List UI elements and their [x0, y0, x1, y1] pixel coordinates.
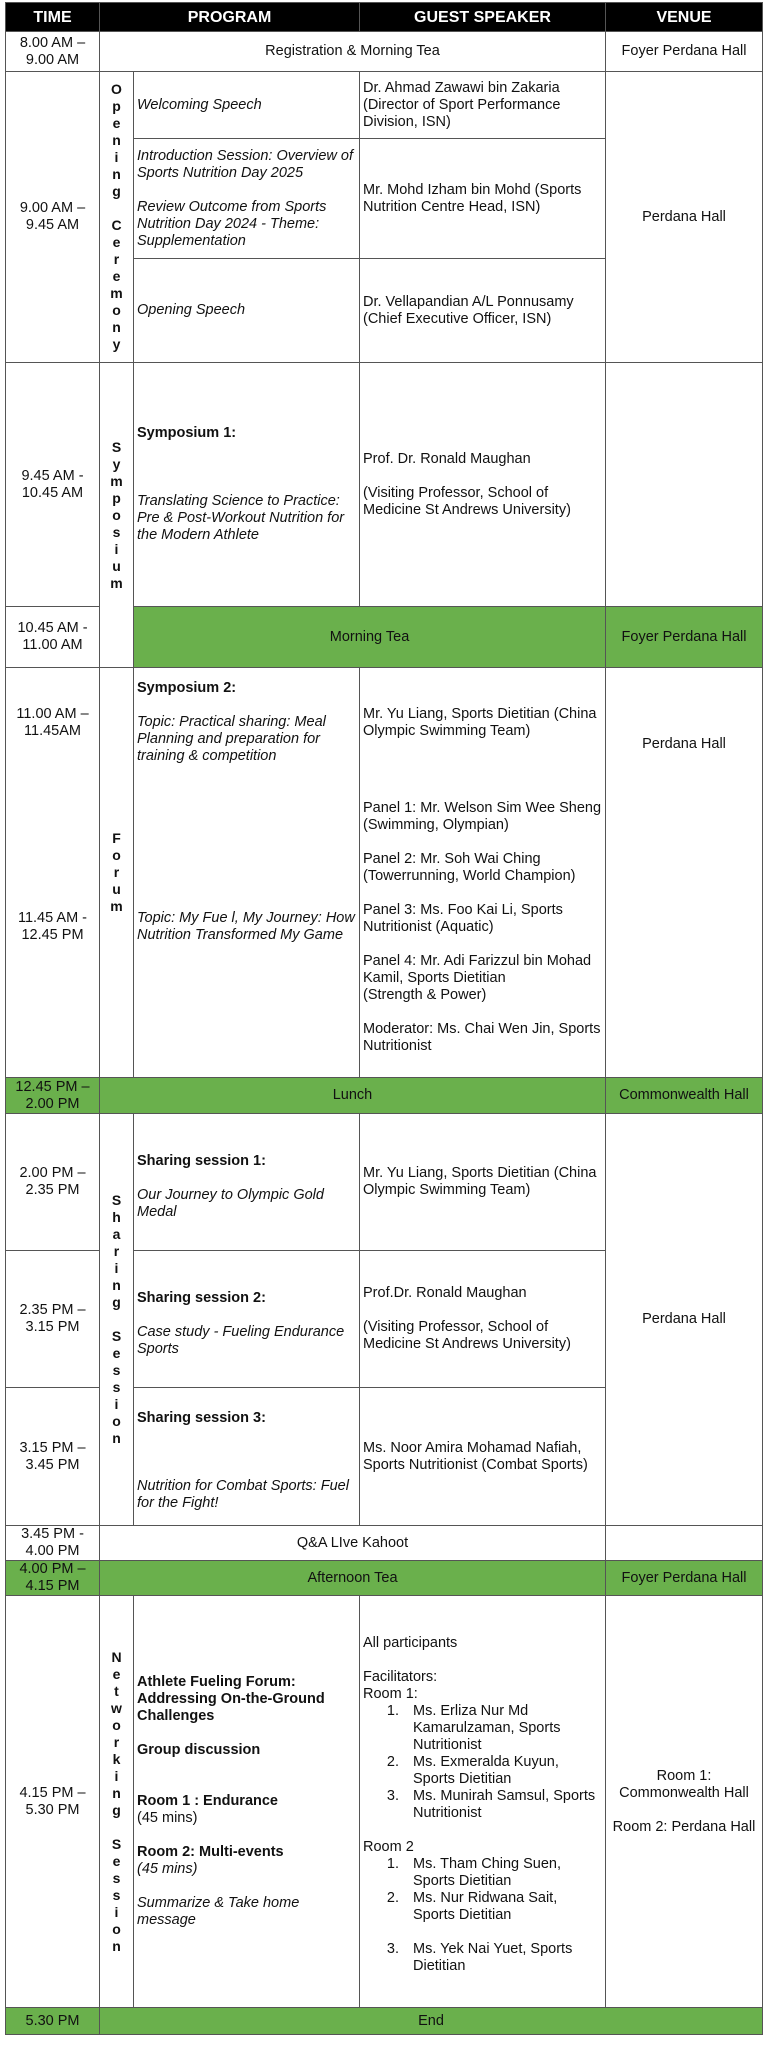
networking-title: Athlete Fueling Forum: Addressing On-the-Ground Challenges — [137, 1674, 325, 1724]
room-2-facilitator: 2. Ms. Nur Ridwana Sait, Sports Dietitian — [403, 1890, 602, 1924]
panel-3: Panel 3: Ms. Foo Kai Li, Sports Nutritionist (Aquatic) — [363, 901, 563, 935]
qa-row — [6, 1526, 763, 1561]
networking-time: 4.15 PM – 5.30 PM — [6, 1596, 100, 2008]
sharing-3-cell — [134, 1388, 360, 1526]
registration-program: Registration & Morning Tea — [100, 32, 606, 72]
forum-panel-cell — [360, 778, 606, 1078]
welcome-speaker: Dr. Ahmad Zawawi bin Zakaria (Director of Sport Performance Division, ISN) — [360, 72, 606, 139]
networking-facilitators-cell — [360, 1596, 606, 2008]
forum-venue-lower — [606, 778, 763, 1078]
qa-program: Q&A LIve Kahoot — [100, 1526, 606, 1561]
review-outcome: Review Outcome from Sports Nutrition Day 2024 - Theme: Supplementation — [137, 198, 327, 249]
sharing-2-speaker-name: Prof.Dr. Ronald Maughan — [363, 1285, 527, 1301]
room-1-label: Room 1: — [363, 1685, 418, 1702]
moderator: Moderator: Ms. Chai Wen Jin, Sports Nutritionist — [363, 1020, 601, 1054]
registration-row — [6, 32, 763, 72]
intro-session-cell — [134, 139, 360, 259]
lunch-time: 12.45 PM – 2.00 PM — [6, 1078, 100, 1114]
end-row — [6, 2008, 763, 2035]
intro-speaker: Mr. Mohd Izham bin Mohd (Sports Nutrition Centre Head, ISN) — [360, 139, 606, 259]
opening-speaker: Dr. Vellapandian A/L Ponnusamy (Chief Executive Officer, ISN) — [360, 259, 606, 363]
sharing-row-1 — [6, 1114, 763, 1251]
afternoon-tea-time: 4.00 PM – 4.15 PM — [6, 1561, 100, 1596]
intro-session: Introduction Session: Overview of Sports Nutrition Day 2025 — [137, 147, 353, 181]
symposium-2-title: Symposium 2: — [137, 680, 237, 697]
opening-time: 9.00 AM – 9.45 AM — [6, 72, 100, 363]
symposium-1-topic: Translating Science to Practice: Pre & Post-Workout Nutrition for the Modern Athlete — [137, 493, 345, 543]
sharing-1-cell — [134, 1114, 360, 1251]
room-2-multi-events: Room 2: Multi-events — [137, 1844, 284, 1860]
room-1-facilitator: 2. Ms. Exmeralda Kuyun, Sports Dietitian — [403, 1754, 602, 1788]
end-program: End — [100, 2008, 763, 2035]
header-venue: VENUE — [606, 3, 763, 32]
sharing-2-time: 2.35 PM – 3.15 PM — [6, 1251, 100, 1388]
networking-row — [6, 1596, 763, 2008]
networking-session-label: N e t w o r k i n g S e s s i o n — [100, 1596, 134, 2008]
forum-label: F o r u m — [100, 668, 134, 1078]
sharing-1-speaker: Mr. Yu Liang, Sports Dietitian (China Olympic Swimming Team) — [360, 1114, 606, 1251]
forum-time-2: 11.45 AM - 12.45 PM — [6, 778, 100, 1078]
forum-speaker-1: Mr. Yu Liang, Sports Dietitian (China Olympic Swimming Team) — [360, 668, 606, 778]
morning-tea-time: 10.45 AM - 11.00 AM — [6, 607, 100, 668]
sharing-venue: Perdana Hall — [606, 1114, 763, 1526]
sharing-session-label: S h a r i n g S e s s i o n — [100, 1114, 134, 1526]
panel-1: Panel 1: Mr. Welson Sim Wee Sheng (Swimming, Olympian) — [363, 799, 602, 833]
opening-row-1 — [6, 72, 763, 139]
all-participants: All participants — [363, 1634, 458, 1651]
schedule-table — [5, 2, 763, 2035]
symposium-1-cell — [134, 363, 360, 607]
header-speaker: GUEST SPEAKER — [360, 3, 606, 32]
welcome-speech: Welcoming Speech — [134, 72, 360, 139]
registration-venue: Foyer Perdana Hall — [606, 32, 763, 72]
opening-ceremony-label: O p e n i n g C e r e m o n y — [100, 72, 134, 363]
room-2-facilitator: 3. Ms. Yek Nai Yuet, Sports Dietitian — [403, 1941, 602, 1975]
room-1-facilitator: 1. Ms. Erliza Nur Md Kamarulzaman, Sports Nutritionist — [403, 1703, 602, 1754]
facilitators-label: Facilitators: — [363, 1668, 438, 1685]
networking-venue-room-1: Room 1: Commonwealth Hall — [619, 1767, 749, 1801]
end-time: 5.30 PM — [6, 2008, 100, 2035]
forum-row-1 — [6, 668, 763, 778]
symposium-1-speaker-role: (Visiting Professor, School of Medicine St Andrews University) — [363, 484, 571, 518]
room-1-endurance: Room 1 : Endurance — [137, 1793, 278, 1809]
qa-venue-empty — [606, 1526, 763, 1561]
opening-speech: Opening Speech — [134, 259, 360, 363]
sharing-3-time: 3.15 PM – 3.45 PM — [6, 1388, 100, 1526]
symposium-1-title: Symposium 1: — [137, 425, 237, 441]
networking-venue-cell — [606, 1596, 763, 2008]
room-2-facilitator: 1. Ms. Tham Ching Suen, Sports Dietitian — [403, 1856, 602, 1890]
room-2-duration: (45 mins) — [137, 1861, 198, 1877]
sharing-1-title: Sharing session 1: — [137, 1152, 266, 1169]
sharing-1-topic: Our Journey to Olympic Gold Medal — [137, 1186, 324, 1220]
opening-venue: Perdana Hall — [606, 72, 763, 363]
forum-topic-1: Topic: Practical sharing: Meal Planning and preparation for training & competition — [137, 714, 326, 765]
networking-venue-room-2: Room 2: Perdana Hall — [612, 1818, 756, 1835]
forum-symposium-2-cell — [134, 668, 360, 778]
sharing-3-speaker: Ms. Noor Amira Mohamad Nafiah, Sports Nutritionist (Combat Sports) — [360, 1388, 606, 1526]
symposium-1-speaker-name: Prof. Dr. Ronald Maughan — [363, 450, 531, 467]
forum-time-1: 11.00 AM – 11.45AM — [6, 668, 100, 778]
symposium-label: S y m p o s i u m — [100, 363, 134, 668]
afternoon-tea-venue: Foyer Perdana Hall — [606, 1561, 763, 1596]
lunch-venue: Commonwealth Hall — [606, 1078, 763, 1114]
panel-4: Panel 4: Mr. Adi Farizzul bin Mohad Kamil, Sports Dietitian — [363, 952, 592, 986]
forum-venue: Perdana Hall — [606, 668, 763, 778]
registration-time: 8.00 AM – 9.00 AM — [6, 32, 100, 72]
sharing-2-cell — [134, 1251, 360, 1388]
room-1-facilitator-list — [363, 1703, 602, 1822]
panel-4-category: (Strength & Power) — [363, 986, 487, 1003]
afternoon-tea-row — [6, 1561, 763, 1596]
room-1-facilitator: 3. Ms. Munirah Samsul, Sports Nutritionist — [403, 1788, 602, 1822]
sharing-2-title: Sharing session 2: — [137, 1289, 266, 1306]
header-row — [6, 3, 763, 32]
summarize-message: Summarize & Take home message — [137, 1895, 300, 1928]
qa-time: 3.45 PM - 4.00 PM — [6, 1526, 100, 1561]
symposium-row — [6, 363, 763, 607]
header-time: TIME — [6, 3, 100, 32]
morning-tea-program: Morning Tea — [134, 607, 606, 668]
room-2-label: Room 2 — [363, 1838, 414, 1855]
sharing-3-topic: Nutrition for Combat Sports: Fuel for the Fight! — [137, 1478, 349, 1511]
panel-2: Panel 2: Mr. Soh Wai Ching (Towerrunning, World Champion) — [363, 850, 576, 884]
room-2-facilitator-list — [363, 1856, 602, 1975]
header-program: PROGRAM — [100, 3, 360, 32]
symposium-time: 9.45 AM - 10.45 AM — [6, 363, 100, 607]
networking-program-cell — [134, 1596, 360, 2008]
group-discussion: Group discussion — [137, 1742, 261, 1758]
lunch-program: Lunch — [100, 1078, 606, 1114]
morning-tea-venue: Foyer Perdana Hall — [606, 607, 763, 668]
sharing-2-topic: Case study - Fueling Endurance Sports — [137, 1323, 345, 1357]
lunch-row — [6, 1078, 763, 1114]
symposium-1-speaker-cell — [360, 363, 606, 607]
sharing-2-speaker-cell — [360, 1251, 606, 1388]
forum-topic-2: Topic: My Fue l, My Journey: How Nutrition Transformed My Game — [134, 778, 360, 1078]
sharing-3-title: Sharing session 3: — [137, 1410, 266, 1426]
sharing-2-speaker-role: (Visiting Professor, School of Medicine St Andrews University) — [363, 1319, 571, 1352]
symposium-venue-empty — [606, 363, 763, 607]
afternoon-tea-program: Afternoon Tea — [100, 1561, 606, 1596]
sharing-1-time: 2.00 PM – 2.35 PM — [6, 1114, 100, 1251]
room-1-duration: (45 mins) — [137, 1810, 198, 1826]
